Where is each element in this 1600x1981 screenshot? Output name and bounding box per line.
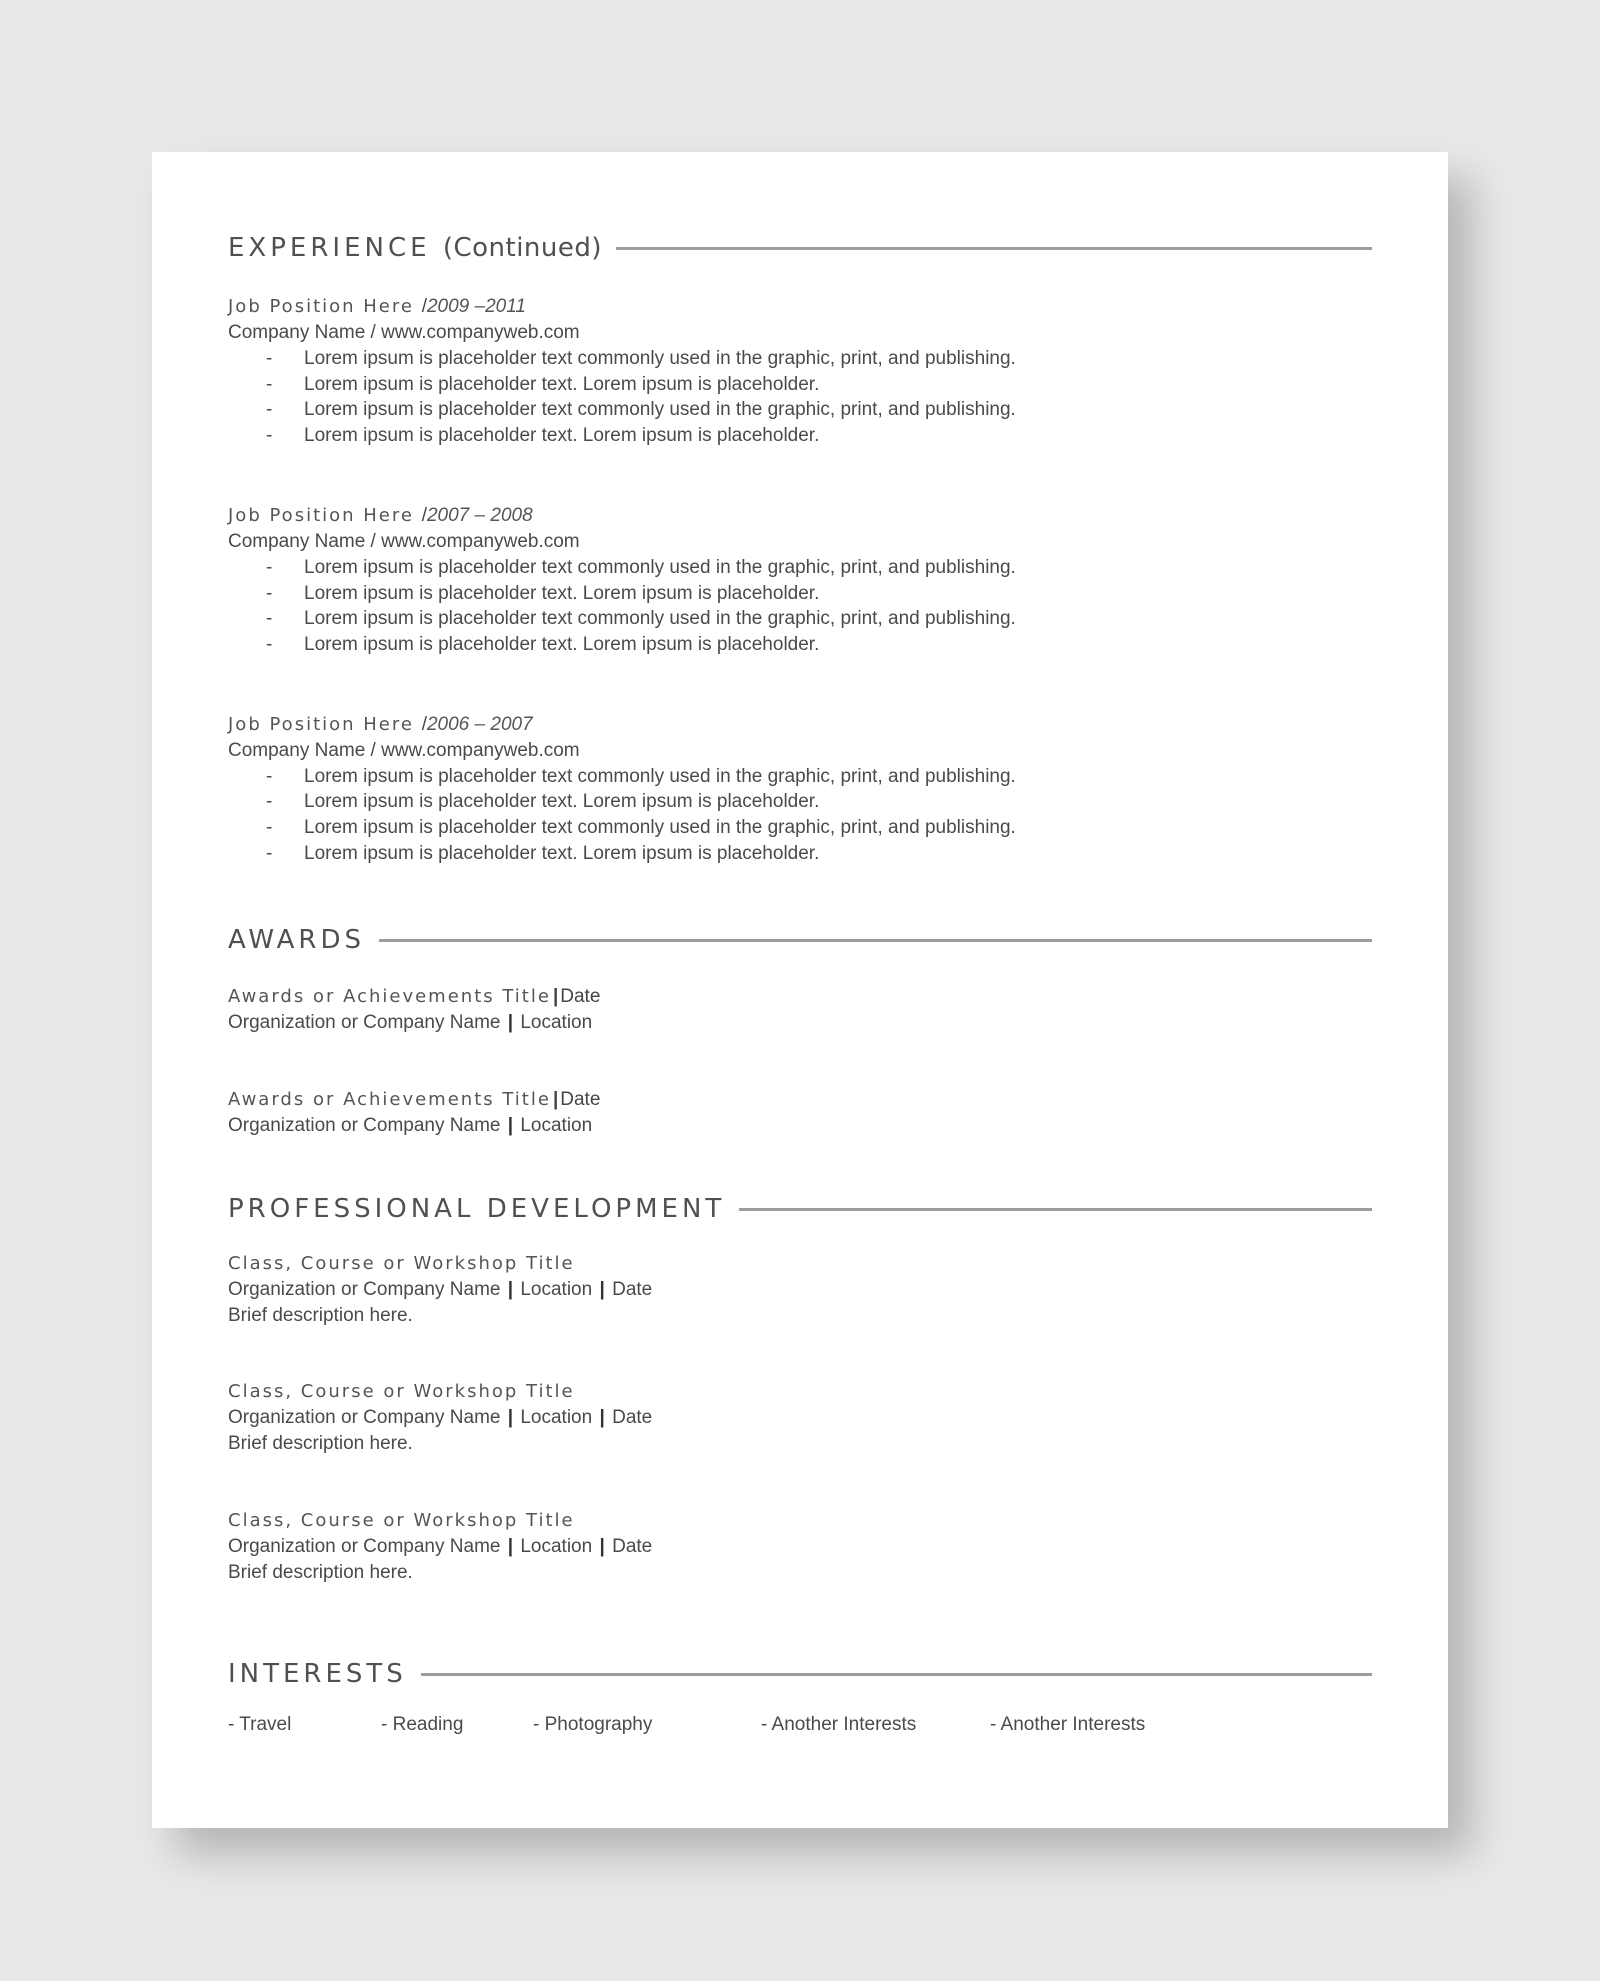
awards-section-header xyxy=(228,920,1372,960)
section-divider xyxy=(379,939,1372,942)
course-org-line: Organization or Company Name | Location | Date xyxy=(228,1279,653,1301)
interests-list xyxy=(228,1714,1372,1740)
job-bullets xyxy=(228,346,1372,449)
resume-content xyxy=(228,228,1372,1740)
company-line: Company Name / www.companyweb.com xyxy=(228,322,580,343)
course-org-line: Organization or Company Name | Location | Date xyxy=(228,1536,653,1558)
job-title-line: Job Position Here /2009 –2011 xyxy=(228,296,526,317)
award-title: Awards or Achievements Title xyxy=(228,1089,551,1111)
interest-item: - Travel xyxy=(228,1714,292,1736)
section-divider xyxy=(739,1208,1372,1211)
job-bullet: - Lorem ipsum is placeholder text commonly used in the graphic, print, and publishing. xyxy=(266,348,1016,369)
award-title-line: Awards or Achievements Title | Date xyxy=(228,1089,601,1111)
award-org-line: Organization or Company Name | Location xyxy=(228,1012,593,1034)
job-position: Job Position Here xyxy=(228,713,414,735)
course-org-line: Organization or Company Name | Location | Date xyxy=(228,1407,653,1429)
professional-development-section-header xyxy=(228,1189,1372,1229)
award-title-line: Awards or Achievements Title | Date xyxy=(228,986,601,1008)
interest-item: - Another Interests xyxy=(761,1714,917,1736)
job-title-line: Job Position Here /2006 – 2007 xyxy=(228,713,533,735)
job-bullet: - Lorem ipsum is placeholder text. Lorem ipsum is placeholder. xyxy=(266,842,820,864)
course-description: Brief description here. xyxy=(228,1433,413,1455)
interest-item: - Photography xyxy=(533,1714,653,1736)
job-bullet: - Lorem ipsum is placeholder text. Lorem ipsum is placeholder. xyxy=(266,633,820,655)
job-position: Job Position Here xyxy=(228,504,414,526)
experience-title-suffix: (Continued) xyxy=(442,233,603,263)
award-entry xyxy=(228,984,1372,1036)
experience-section-header xyxy=(228,228,1372,268)
job-bullet: - Lorem ipsum is placeholder text. Lorem ipsum is placeholder. xyxy=(266,425,820,447)
interests-section-header xyxy=(228,1654,1372,1694)
award-date: Date xyxy=(560,1089,601,1111)
job-position: Job Position Here xyxy=(228,296,414,317)
job-dates: 2006 – 2007 xyxy=(426,713,533,735)
company-line: Company Name / www.companyweb.com xyxy=(228,739,580,761)
experience-job xyxy=(228,503,1372,658)
section-divider xyxy=(616,247,1372,250)
course-title: Class, Course or Workshop Title xyxy=(228,1381,575,1403)
job-title-line: Job Position Here /2007 – 2008 xyxy=(228,504,533,526)
job-bullet: - Lorem ipsum is placeholder text commonly used in the graphic, print, and publishing. xyxy=(266,399,1016,421)
course-description: Brief description here. xyxy=(228,1305,413,1327)
course-title: Class, Course or Workshop Title xyxy=(228,1253,575,1275)
interest-item: - Another Interests xyxy=(990,1714,1146,1736)
award-date: Date xyxy=(560,986,601,1008)
section-divider xyxy=(421,1673,1372,1676)
job-bullet: - Lorem ipsum is placeholder text commonly used in the graphic, print, and publishing. xyxy=(266,817,1016,839)
job-bullet: - Lorem ipsum is placeholder text commonly used in the graphic, print, and publishing. xyxy=(266,765,1016,787)
award-entry xyxy=(228,1087,1372,1139)
course-description: Brief description here. xyxy=(228,1562,413,1584)
job-bullet: - Lorem ipsum is placeholder text. Lorem ipsum is placeholder. xyxy=(266,582,820,604)
course-entry xyxy=(228,1508,1372,1586)
job-bullet: - Lorem ipsum is placeholder text commonly used in the graphic, print, and publishing. xyxy=(266,608,1016,630)
job-bullet: - Lorem ipsum is placeholder text commonly used in the graphic, print, and publishing. xyxy=(266,556,1016,578)
job-dates: 2007 – 2008 xyxy=(426,504,533,526)
experience-section-title: EXPERIENCE (Continued) xyxy=(228,233,603,263)
course-entry xyxy=(228,1251,1372,1329)
course-title: Class, Course or Workshop Title xyxy=(228,1510,575,1532)
job-bullets xyxy=(228,555,1372,658)
awards-section-title: AWARDS xyxy=(228,925,366,956)
course-entry xyxy=(228,1379,1372,1457)
job-dates: 2009 –2011 xyxy=(426,296,526,317)
job-bullets xyxy=(228,764,1372,867)
award-org-line: Organization or Company Name | Location xyxy=(228,1115,593,1137)
experience-job xyxy=(228,294,1372,449)
interest-item: - Reading xyxy=(381,1714,464,1736)
experience-job xyxy=(228,712,1372,867)
company-line: Company Name / www.companyweb.com xyxy=(228,530,580,552)
job-bullet: - Lorem ipsum is placeholder text. Lorem ipsum is placeholder. xyxy=(266,791,820,813)
award-title: Awards or Achievements Title xyxy=(228,986,551,1008)
interests-section-title: INTERESTS xyxy=(228,1659,407,1690)
job-bullet: - Lorem ipsum is placeholder text. Lorem ipsum is placeholder. xyxy=(266,373,820,395)
professional-development-section-title: PROFESSIONAL DEVELOPMENT xyxy=(228,1194,726,1225)
resume-page xyxy=(152,152,1448,1828)
